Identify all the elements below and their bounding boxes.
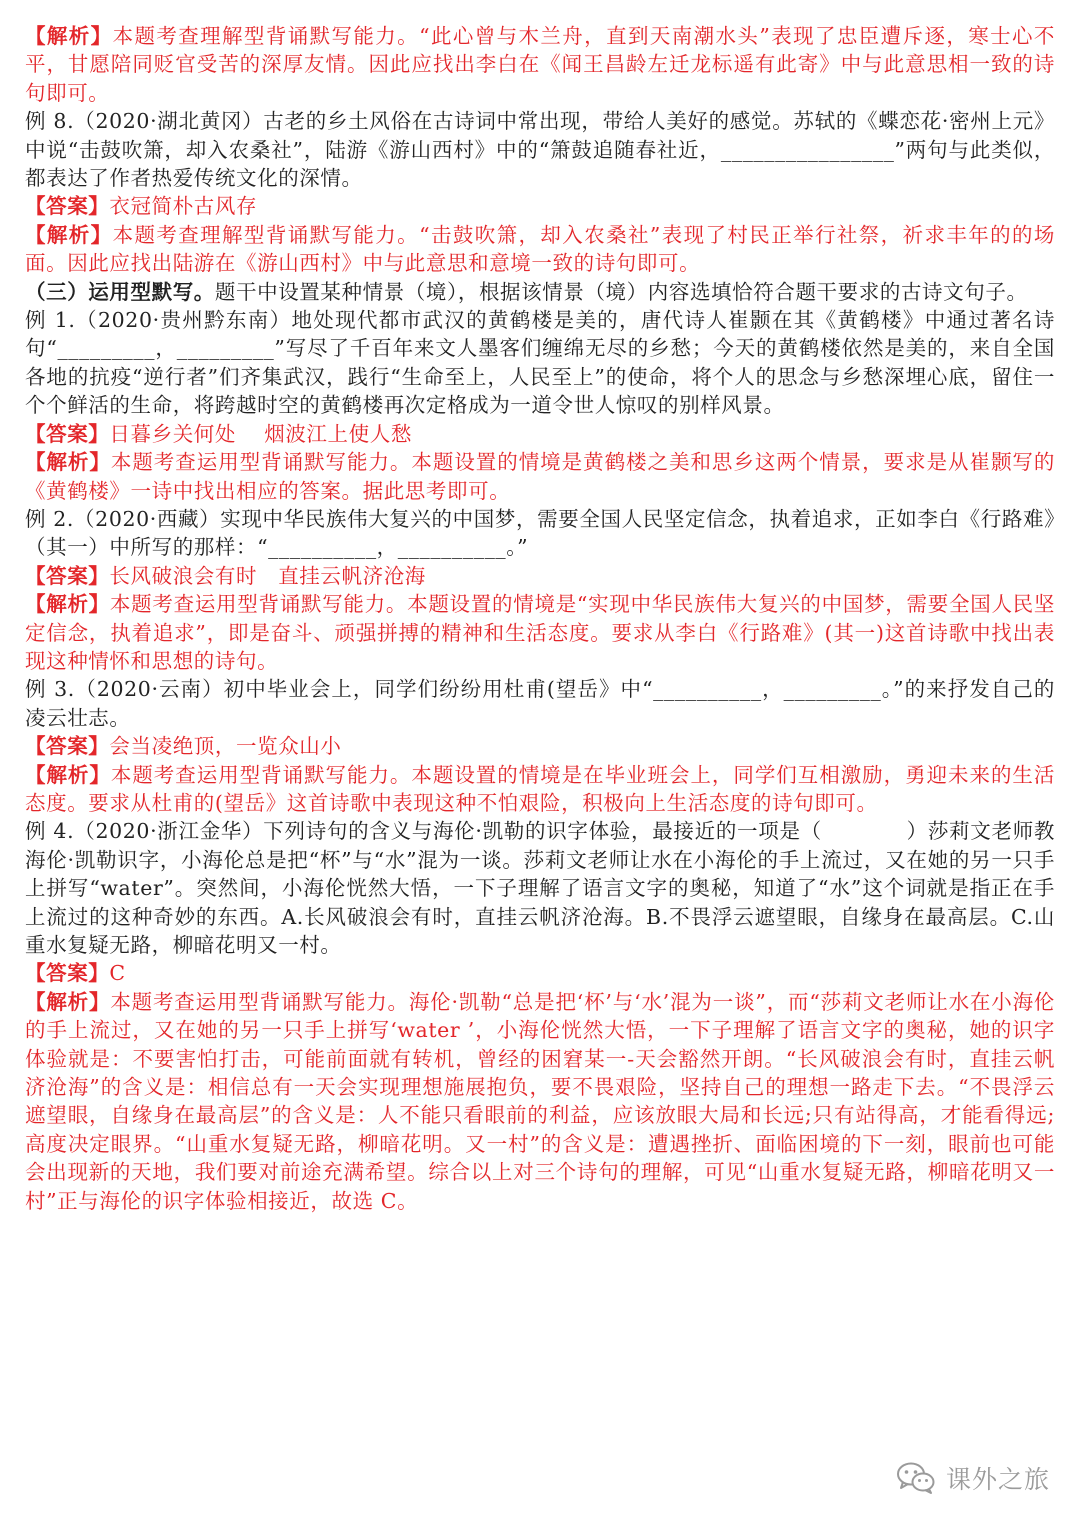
example-3-answer: 【答案】会当凌绝顶，一览众山小 bbox=[25, 734, 342, 759]
watermark-text: 课外之旅 bbox=[945, 1465, 1050, 1494]
analysis-tag: 【解析】 bbox=[25, 762, 111, 787]
answer-tag: 【答案】 bbox=[25, 563, 110, 588]
example-3-analysis: 【解析】本题考查运用型背诵默写能力。本题设置的情境是在毕业班会上，同学们互相激励，勇迎未来的生活态度。要求从杜甫的(望岳》这首诗歌中表现这种不怕艰险，积极向上生活态度的诗句即可。 bbox=[25, 762, 1055, 815]
example-4-question: 例 4.（2020·浙江金华）下列诗句的含义与海伦·凯勒的识字体验，最接近的一项是（ ）莎莉文老师教海伦·凯勒识字，小海伦总是把“杯”与“水”混为一谈。莎莉文老师让水在小海伦的手上流过，又在她的另一只手上拼写“water”。突然间，小海伦恍然大悟，一下子理解了语言文字的奥秘，知道了“水”这个词就是指正在手上流过的这种奇妙的东西。A.长风破浪会有时，直挂云帆济沧海。B.不畏浮云遮望眼，自缘身在最高层。C.山重水复疑无路，柳暗花明又一村。 bbox=[25, 819, 1055, 957]
example-2-question: 例 2.（2020·西藏）实现中华民族伟大复兴的中国梦，需要全国人民坚定信念，执着追求，正如李白《行路难》（其一）中所写的那样：“__________，__________。” bbox=[25, 506, 1055, 560]
example-8-analysis: 【解析】本题考查理解型背诵默写能力。“击鼓吹箫，却入农桑社”表现了村民正举行社祭，祈求丰年的的场面。因此应找出陆游在《游山西村》中与此意思和意境一致的诗句即可。 bbox=[25, 222, 1056, 276]
example-8-answer: 【答案】衣冠简朴古风存 bbox=[25, 194, 258, 219]
section-3 bbox=[25, 278, 1055, 306]
example-1-analysis: 【解析】本题考查运用型背诵默写能力。本题设置的情境是黄鹤楼之美和思乡这两个情景，要求是从崔颢写的《黄鹤楼》一诗中找出相应的答案。据此思考即可。 bbox=[25, 450, 1055, 503]
watermark bbox=[896, 1460, 1050, 1496]
analysis-tag: 【解析】 bbox=[25, 24, 113, 48]
analysis-tag: 【解析】 bbox=[25, 989, 111, 1014]
example-8-question: 例 8.（2020·湖北黄冈）古老的乡土风俗在古诗词中常出现，带给人美好的感觉。苏轼的《蝶恋花·密州上元》中说“击鼓吹箫，却入农桑社”，陆游《游山西村》中的“箫鼓追随春社近，________________”两句与此类似，都表达了作者热爱传统文化的深情。 bbox=[25, 109, 1055, 191]
answer-tag: 【答案】 bbox=[25, 194, 110, 219]
example-1-question: 例 1.（2020·贵州黔东南）地处现代都市武汉的黄鹤楼是美的，唐代诗人崔颢在其《黄鹤楼》中通过著名诗句“_________，_________”写尽了千百年来文人墨客们缠绵无尽的乡愁；今天的黄鹤楼依然是美的，来自全国各地的抗疫“逆行者”们齐集武汉，践行“生命至上，人民至上”的使命，将个人的思念与乡愁深埋心底，留住一个个鲜活的生命，将跨越时空的黄鹤楼再次定格成为一道令世人惊叹的别样风景。 bbox=[25, 308, 1055, 418]
section-3-heading: （三）运用型默写。 bbox=[25, 279, 215, 304]
intro-analysis: 【解析】本题考查理解型背诵默写能力。“此心曾与木兰舟，直到天南潮水头”表现了忠臣遭斥逐，寒士心不平，甘愿陪同贬官受苦的深厚友情。因此应找出李白在《闻王昌龄左迁龙标遥有此寄》中与此意思相一致的诗句即可。 bbox=[25, 24, 1056, 105]
example-3-question: 例 3.（2020·云南）初中毕业会上，同学们纷纷用杜甫(望岳》中“__________，_________。”的来抒发自己的凌云壮志。 bbox=[25, 677, 1055, 730]
analysis-tag: 【解析】 bbox=[25, 592, 110, 617]
answer-tag: 【答案】 bbox=[25, 961, 110, 986]
section-3-desc: 题干中设置某种情景（境），根据该情景（境）内容选填恰符合题干要求的古诗文句子。 bbox=[214, 279, 1028, 304]
example-1-answer: 【答案】日暮乡关何处 烟波江上使人愁 bbox=[25, 421, 412, 446]
wechat-icon bbox=[896, 1461, 936, 1495]
analysis-tag: 【解析】 bbox=[25, 222, 113, 247]
analysis-tag: 【解析】 bbox=[25, 450, 111, 475]
example-2-analysis: 【解析】本题考查运用型背诵默写能力。本题设置的情境是“实现中华民族伟大复兴的中国梦，需要全国人民坚定信念，执着追求”，即是奋斗、顽强拼搏的精神和生活态度。要求从李白《行路难》(其一)这首诗歌中找出表现这种情怀和思想的诗句。 bbox=[25, 592, 1055, 673]
answer-tag: 【答案】 bbox=[25, 734, 110, 759]
document-page bbox=[25, 22, 1055, 1215]
example-4-answer: 【答案】C bbox=[25, 961, 126, 986]
answer-tag: 【答案】 bbox=[25, 421, 110, 446]
example-2-answer: 【答案】长风破浪会有时 直挂云帆济沧海 bbox=[25, 563, 426, 588]
example-4-analysis: 【解析】本题考查运用型背诵默写能力。海伦·凯勒“总是把‘杯’与‘水’混为一谈”，而“莎莉文老师让水在小海伦的手上流过，又在她的另一只手上拼写‘water ’，小海伦恍然大悟，一下子理解了语言文字的奥秘，她的识字体验就是：不要害怕打击，可能前面就有转机，曾经的困窘某一-天会豁然开朗。“长风破浪会有时，直挂云帆济沧海”的含义是：相信总有一天会实现理想施展抱负，要不畏艰险，坚持自己的理想一路走下去。“不畏浮云遮望眼，自缘身在最高层”的含义是：人不能只看眼前的利益，应该放眼大局和长远;只有站得高，才能看得远;高度决定眼界。“山重水复疑无路，柳暗花明。又一村”的含义是：遭遇挫折、面临困境的下一刻，眼前也可能会出现新的天地，我们要对前途充满希望。综合以上对三个诗句的理解，可见“山重水复疑无路，柳暗花明又一村”正与海伦的识字体验相接近，故选 C。 bbox=[25, 989, 1056, 1213]
